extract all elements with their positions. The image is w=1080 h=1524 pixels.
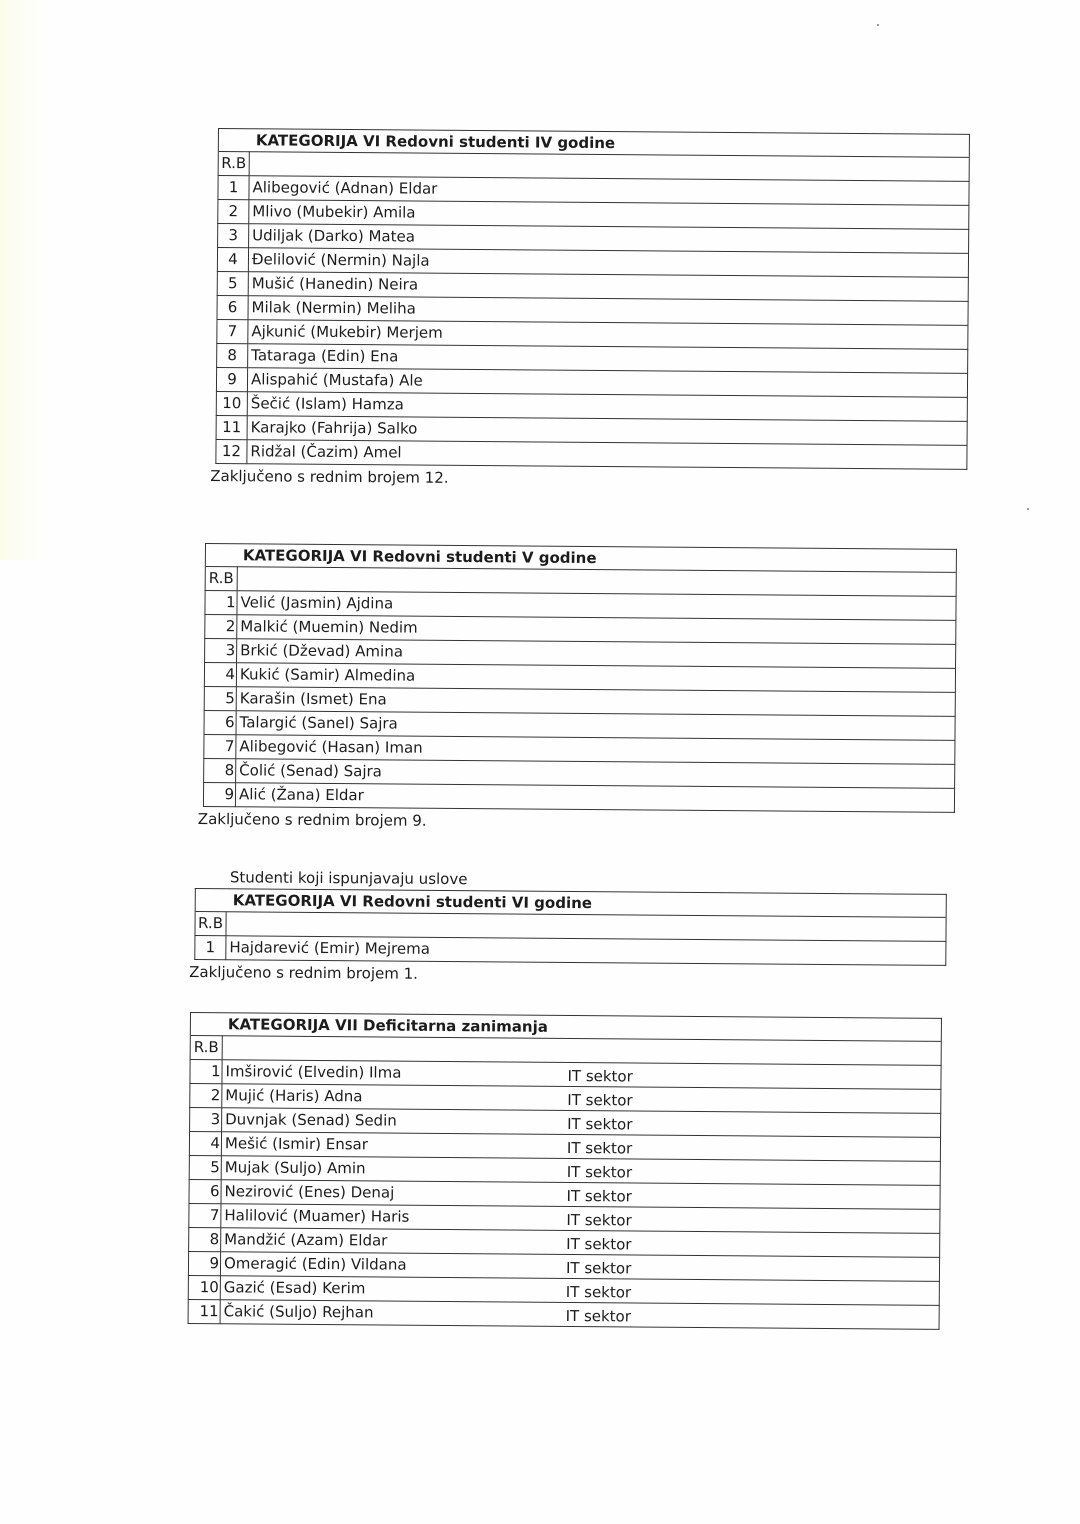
sector-label: IT sektor bbox=[566, 1138, 633, 1158]
row-number: 2 bbox=[190, 1084, 222, 1108]
row-number: 1 bbox=[205, 591, 237, 615]
student-name: Omeragić (Edin) Vildana bbox=[223, 1254, 407, 1274]
closing-note: Zaključeno s rednim brojem 12. bbox=[210, 466, 449, 487]
row-number: 5 bbox=[204, 686, 236, 710]
student-name: Čolić (Senad) Sajra bbox=[239, 761, 382, 781]
row-number: 4 bbox=[217, 248, 248, 272]
student-name: Talargić (Sanel) Sajra bbox=[239, 713, 398, 733]
student-name: Mandžić (Azam) Eldar bbox=[224, 1230, 388, 1250]
rb-header: R.B bbox=[190, 1036, 222, 1060]
student-name: Karašin (Ismet) Ena bbox=[239, 689, 387, 709]
row-number: 3 bbox=[218, 224, 249, 248]
student-name: Karajko (Fahrija) Salko bbox=[250, 418, 418, 438]
student-name: Imširović (Elvedin) Ilma bbox=[225, 1062, 402, 1082]
section-deficitarna bbox=[188, 1012, 942, 1330]
sector-label: IT sektor bbox=[566, 1162, 633, 1182]
student-name: Mlivo (Mubekir) Amila bbox=[252, 202, 416, 222]
student-name: Mujak (Suljo) Amin bbox=[224, 1158, 366, 1178]
table-title: KATEGORIJA VI Redovni studenti IV godine bbox=[218, 129, 969, 158]
table-row bbox=[195, 936, 946, 966]
row-number: 6 bbox=[217, 295, 248, 319]
closing-note: Zaključeno s rednim brojem 9. bbox=[197, 809, 427, 830]
pre-title: Studenti koji ispunjavaju uslove bbox=[229, 868, 468, 889]
row-number: 8 bbox=[204, 758, 236, 782]
row-number: 9 bbox=[188, 1251, 220, 1275]
student-name: Mešić (Ismir) Ensar bbox=[224, 1134, 369, 1154]
student-table bbox=[203, 543, 957, 813]
table-body bbox=[195, 936, 946, 966]
student-table bbox=[215, 128, 970, 470]
student-name: Alispahić (Mustafa) Ale bbox=[250, 370, 423, 390]
row-number: 5 bbox=[217, 271, 248, 295]
section-v-godine bbox=[197, 543, 957, 834]
sector-label: IT sektor bbox=[566, 1234, 632, 1254]
row-number: 6 bbox=[189, 1179, 221, 1203]
row-number: 8 bbox=[217, 343, 248, 367]
sector-label: IT sektor bbox=[565, 1306, 632, 1326]
student-name: Brkić (Dževad) Amina bbox=[240, 641, 404, 661]
row-number: 12 bbox=[216, 439, 247, 463]
sector-label: IT sektor bbox=[567, 1090, 633, 1110]
row-number: 6 bbox=[204, 710, 236, 734]
table-body bbox=[188, 1060, 941, 1330]
row-number: 7 bbox=[217, 319, 248, 343]
rb-header: R.B bbox=[195, 912, 226, 936]
table-row bbox=[188, 1299, 939, 1329]
student-name: Đelilović (Nermin) Najla bbox=[251, 250, 430, 270]
scan-edge-stain bbox=[0, 0, 50, 560]
row-number: 1 bbox=[218, 176, 249, 200]
sector-label: IT sektor bbox=[565, 1282, 632, 1302]
student-name: Alibegović (Hasan) Iman bbox=[239, 737, 423, 757]
student-name: Alić (Žana) Eldar bbox=[238, 785, 364, 805]
row-number: 10 bbox=[216, 391, 247, 415]
student-name: Tataraga (Edin) Ena bbox=[251, 346, 399, 366]
row-number: 10 bbox=[188, 1275, 220, 1299]
table-title: KATEGORIJA VI Redovni studenti V godine bbox=[205, 544, 956, 573]
row-number: 1 bbox=[190, 1060, 222, 1084]
student-name: Čakić (Suljo) Rejhan bbox=[223, 1302, 374, 1322]
row-number: 4 bbox=[204, 663, 236, 687]
student-name: Malkić (Muemin) Nedim bbox=[240, 617, 418, 637]
sector-label: IT sektor bbox=[566, 1186, 632, 1206]
student-name: Hajdarević (Emir) Mejrema bbox=[229, 938, 431, 958]
sector-label: IT sektor bbox=[567, 1114, 633, 1134]
sector-label: IT sektor bbox=[567, 1066, 633, 1086]
student-name: Milak (Nermin) Meliha bbox=[251, 298, 416, 318]
section-iv-godine bbox=[210, 128, 970, 491]
table-body bbox=[203, 591, 956, 813]
row-number: 2 bbox=[205, 615, 237, 639]
student-name: Udiljak (Darko) Matea bbox=[252, 226, 416, 246]
table-body bbox=[216, 176, 969, 470]
row-number: 9 bbox=[203, 782, 235, 806]
scan-speck bbox=[1027, 508, 1029, 510]
student-name: Mujić (Haris) Adna bbox=[225, 1086, 363, 1106]
student-name: Nezirović (Enes) Denaj bbox=[224, 1182, 395, 1202]
row-number: 4 bbox=[189, 1132, 221, 1156]
row-number: 2 bbox=[218, 200, 249, 224]
table-title: KATEGORIJA VII Deficitarna zanimanja bbox=[190, 1013, 941, 1042]
row-number: 1 bbox=[195, 936, 226, 960]
scan-speck bbox=[877, 24, 879, 26]
student-name: Ajkunić (Mukebir) Merjem bbox=[251, 322, 443, 342]
row-number: 8 bbox=[189, 1227, 221, 1251]
table-row bbox=[203, 782, 954, 812]
student-name: Mušić (Hanedin) Neira bbox=[251, 274, 419, 294]
row-number: 5 bbox=[189, 1155, 221, 1179]
table-row bbox=[216, 439, 967, 469]
student-name: Duvnjak (Senad) Sedin bbox=[225, 1110, 397, 1130]
row-number: 7 bbox=[189, 1203, 221, 1227]
row-number: 3 bbox=[205, 639, 237, 663]
rb-header: R.B bbox=[218, 152, 249, 176]
row-number: 11 bbox=[216, 415, 247, 439]
closing-note: Zaključeno s rednim brojem 1. bbox=[189, 962, 419, 983]
sector-label: IT sektor bbox=[565, 1258, 632, 1278]
student-name: Gazić (Esad) Kerim bbox=[223, 1278, 366, 1298]
student-name: Ridžal (Čazim) Amel bbox=[250, 442, 402, 462]
table-title: KATEGORIJA VI Redovni studenti VI godine bbox=[195, 889, 946, 918]
student-name: Šečić (Islam) Hamza bbox=[250, 394, 404, 414]
row-number: 3 bbox=[190, 1108, 222, 1132]
sector-label: IT sektor bbox=[566, 1210, 632, 1230]
row-number: 7 bbox=[204, 734, 236, 758]
student-name: Kukić (Samir) Almedina bbox=[239, 665, 416, 685]
row-number: 11 bbox=[188, 1299, 220, 1323]
rb-header: R.B bbox=[205, 567, 237, 591]
student-name: Velić (Jasmin) Ajdina bbox=[240, 593, 394, 613]
student-table bbox=[188, 1012, 942, 1330]
student-name: Alibegović (Adnan) Eldar bbox=[252, 178, 438, 198]
row-number: 9 bbox=[216, 367, 247, 391]
student-table bbox=[194, 888, 947, 966]
student-name: Halilović (Muamer) Haris bbox=[224, 1206, 410, 1226]
section-vi-godine bbox=[189, 868, 947, 987]
